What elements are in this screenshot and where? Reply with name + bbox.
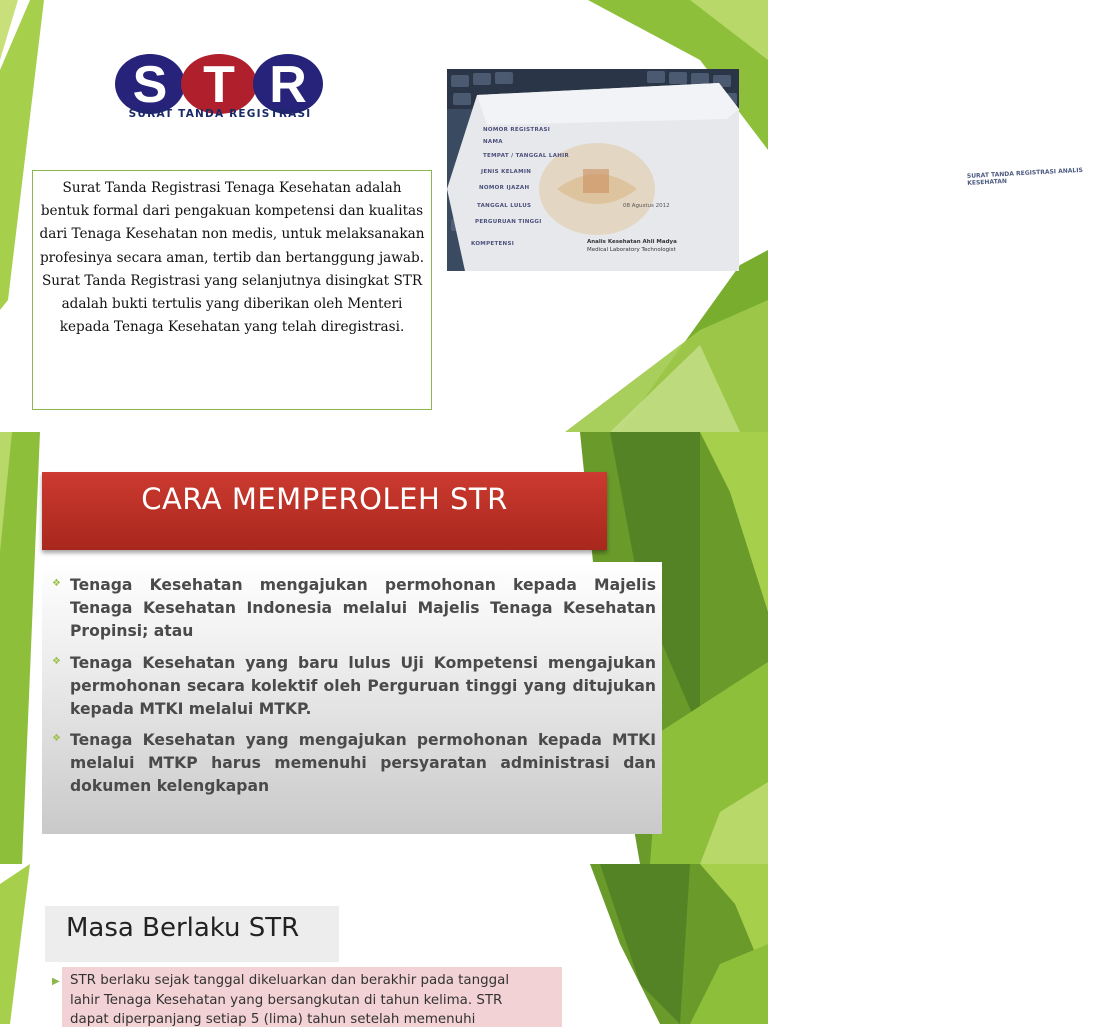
certificate-label: NOMOR REGISTRASI	[483, 127, 551, 133]
section-heading-box	[45, 906, 339, 962]
certificate-label: PERGURUAN TINGGI	[475, 219, 542, 225]
logo-letter-s: S	[132, 56, 168, 114]
certificate-value: Medical Laboratory Technologist	[587, 247, 676, 253]
certificate-photo	[447, 69, 1084, 271]
section-title: CARA MEMPEROLEH STR	[141, 482, 508, 516]
certificate-label: KOMPETENSI	[471, 241, 515, 247]
certificate-title: SURAT TANDA REGISTRASI ANALIS KESEHATAN	[966, 166, 1084, 187]
slide-str-definition	[0, 0, 1084, 432]
certificate-label: TEMPAT / TANGGAL LAHIR	[483, 153, 570, 159]
list-item-text: Tenaga Kesehatan yang mengajukan permohonan kepada MTKI melalui MTKP harus memenuhi persyaratan administrasi dan dokumen kelengkapan	[70, 731, 656, 795]
definition-box	[32, 170, 432, 410]
diamond-bullet-icon: ❖	[52, 578, 61, 589]
section-heading: Masa Berlaku STR	[66, 913, 300, 943]
slide-masa-berlaku	[0, 864, 768, 1027]
certificate-label: TANGGAL LULUS	[477, 203, 532, 209]
logo-subtitle: SURAT TANDA REGISTRASI	[128, 108, 312, 120]
list-item	[52, 574, 656, 643]
certificate-label: NOMOR IJAZAH	[479, 185, 530, 191]
certificate-value: Analis Kesehatan Ahli Madya	[587, 239, 677, 245]
certificate-value: 08 Agustus 2012	[623, 203, 670, 209]
validity-text-box	[52, 967, 562, 1027]
logo-letter-t: T	[203, 56, 235, 114]
logo-letter-r: R	[269, 56, 307, 114]
slide-cara-memperoleh	[0, 432, 768, 864]
list-item	[52, 652, 656, 721]
definition-text: Surat Tanda Registrasi Tenaga Kesehatan adalah bentuk formal dari pengakuan kompetensi dan kualitas dari Tenaga Kesehatan non medis, untuk melaksanakan profesinya secara aman, tertib dan bertanggung jawab. Surat Tanda Registrasi yang selanjutnya disingkat STR adalah bukti tertulis yang diberikan oleh Menteri kepada Tenaga Kesehatan yang telah diregistrasi.	[39, 180, 425, 336]
certificate-label: JENIS KELAMIN	[481, 169, 532, 175]
diamond-bullet-icon: ❖	[52, 733, 61, 744]
list-item	[52, 729, 656, 798]
list-item-text: Tenaga Kesehatan yang baru lulus Uji Kompetensi mengajukan permohonan secara kolektif oleh Perguruan tinggi yang ditujukan kepada MTKI melalui MTKP.	[70, 654, 656, 718]
validity-text: STR berlaku sejak tanggal dikeluarkan dan berakhir pada tanggal lahir Tenaga Kesehatan yang bersangkutan di tahun kelima. STR dapat diperpanjang setiap 5 (lima) tahun setelah memenuhi	[70, 973, 510, 1027]
section-title-bar	[42, 472, 607, 550]
triangle-bullet-icon: ▶	[52, 976, 60, 987]
list-item-text: Tenaga Kesehatan mengajukan permohonan kepada Majelis Tenaga Kesehatan Indonesia melalui Majelis Tenaga Kesehatan Propinsi; atau	[70, 576, 656, 640]
certificate-label: NAMA	[483, 139, 503, 145]
diamond-bullet-icon: ❖	[52, 656, 61, 667]
requirements-panel	[42, 562, 662, 834]
